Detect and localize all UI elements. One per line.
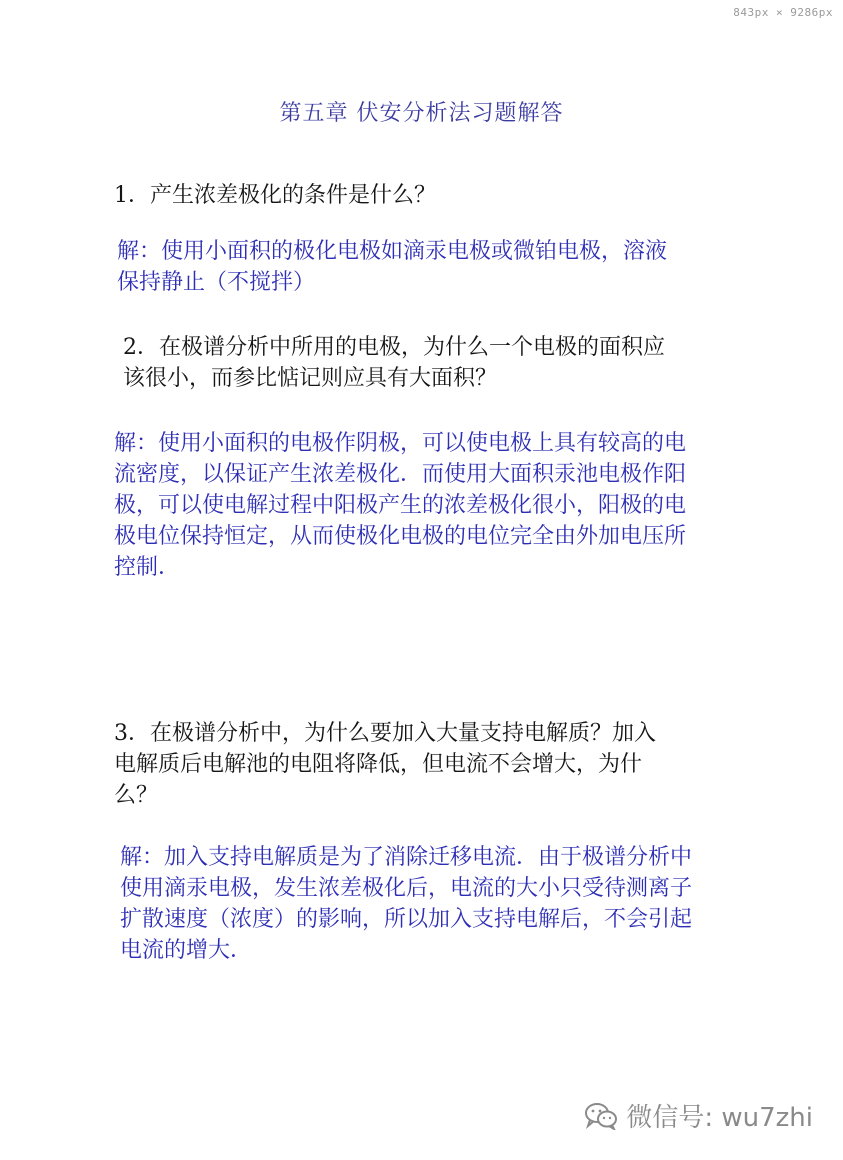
page-size-label: 843px × 9286px — [733, 6, 833, 19]
wechat-watermark — [584, 1097, 813, 1134]
question-1-line-1: 1．产生浓差极化的条件是什么？ — [114, 183, 436, 208]
question-3 — [114, 718, 656, 811]
answer-3-line-3: 扩散速度（浓度）的影响，所以加入支持电解后，不会引起 — [120, 907, 693, 932]
question-2-line-2: 该很小，而参比惦记则应具有大面积？ — [123, 366, 498, 391]
watermark-text: 微信号: wu7zhi — [626, 1103, 813, 1133]
answer-2-line-3: 极，可以使电解过程中阳极产生的浓差极化很小，阳极的电 — [114, 493, 687, 518]
answer-1-line-1: 解：使用小面积的极化电极如滴汞电极或微铂电极，溶液 — [117, 239, 668, 264]
answer-2-line-1: 解：使用小面积的电极作阴极，可以使电极上具有较高的电 — [114, 431, 687, 456]
answer-2-line-4: 极电位保持恒定，从而使极化电极的电位完全由外加电压所 — [114, 524, 687, 549]
question-3-line-1: 3．在极谱分析中，为什么要加入大量支持电解质？加入 — [114, 721, 656, 746]
question-1 — [114, 180, 436, 211]
answer-3 — [120, 842, 692, 966]
question-3-line-3: 么？ — [114, 783, 159, 808]
wechat-icon — [584, 1102, 618, 1130]
answer-3-line-4: 电流的增大． — [120, 938, 253, 963]
question-3-line-2: 电解质后电解池的电阻将降低，但电流不会增大，为什 — [114, 752, 643, 777]
answer-3-line-1: 解：加入支持电解质是为了消除迁移电流．由于极谱分析中 — [120, 845, 693, 870]
answer-2-line-2: 流密度，以保证产生浓差极化．而使用大面积汞池电极作阳 — [114, 462, 687, 487]
answer-1-line-2: 保持静止（不搅拌） — [117, 270, 316, 295]
answer-2 — [114, 428, 686, 583]
question-2-line-1: 2．在极谱分析中所用的电极，为什么一个电极的面积应 — [123, 335, 665, 360]
page-title: 第五章 伏安分析法习题解答 — [279, 101, 564, 126]
answer-1 — [117, 236, 667, 298]
answer-3-line-2: 使用滴汞电极，发生浓差极化后，电流的大小只受待测离子 — [120, 876, 693, 901]
answer-2-line-5: 控制． — [114, 555, 181, 580]
question-2 — [123, 332, 665, 394]
